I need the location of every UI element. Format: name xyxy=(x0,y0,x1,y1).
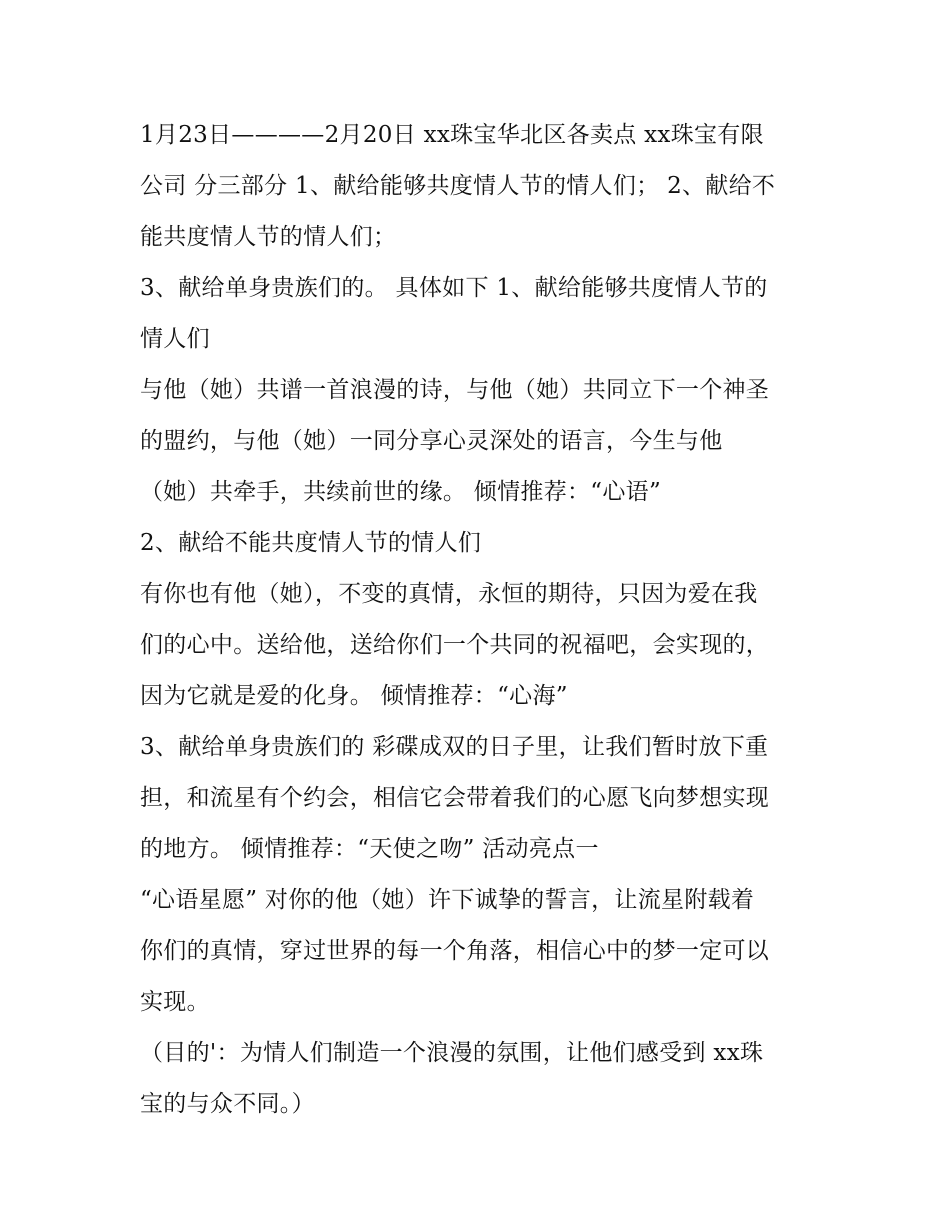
text-line-2: 公司 分三部分 1、献给能够共度情人节的情人们； 2、献给不 xyxy=(140,173,776,199)
text-line-18: 实现。 xyxy=(140,989,210,1015)
text-line-15: 的地方。 倾情推荐：“天使之吻” 活动亮点一 xyxy=(140,836,599,862)
text-line-16: “心语星愿” 对你的他（她）许下诚挚的誓言，让流星附载着 xyxy=(140,887,755,913)
text-line-14: 担，和流星有个约会，相信它会带着我们的心愿飞向梦想实现 xyxy=(140,785,770,811)
text-line-20: 宝的与众不同。） xyxy=(140,1091,315,1117)
text-line-4: 3、献给单身贵族们的。 具体如下 1、献给能够共度情人节的 xyxy=(140,275,768,301)
text-line-1: 1月23日————2月20日 xx珠宝华北区各卖点 xx珠宝有限 xyxy=(140,122,764,148)
text-line-5: 情人们 xyxy=(140,326,210,352)
text-line-3: 能共度情人节的情人们； xyxy=(140,224,397,250)
text-line-19: （目的'：为情人们制造一个浪漫的氛围，让他们感受到 xx珠 xyxy=(140,1040,764,1066)
text-line-6: 与他（她）共谱一首浪漫的诗，与他（她）共同立下一个神圣 xyxy=(140,377,770,403)
text-line-10: 有你也有他（她），不变的真情，永恒的期待，只因为爱在我 xyxy=(140,581,758,607)
text-line-12: 因为它就是爱的化身。 倾情推荐：“心海” xyxy=(140,683,568,709)
text-line-13: 3、献给单身贵族们的 彩碟成双的日子里，让我们暂时放下重 xyxy=(140,734,769,760)
text-line-11: 们的心中。送给他，送给你们一个共同的祝福吧，会实现的， xyxy=(140,632,770,658)
text-line-9: 2、献给不能共度情人节的情人们 xyxy=(140,530,482,556)
text-line-17: 你们的真情，穿过世界的每一个角落，相信心中的梦一定可以 xyxy=(140,938,770,964)
text-line-8: （她）共牵手，共续前世的缘。 倾情推荐：“心语” xyxy=(140,479,662,505)
text-line-7: 的盟约，与他（她）一同分享心灵深处的语言，今生与他 xyxy=(140,428,723,454)
document-body xyxy=(140,110,820,1130)
